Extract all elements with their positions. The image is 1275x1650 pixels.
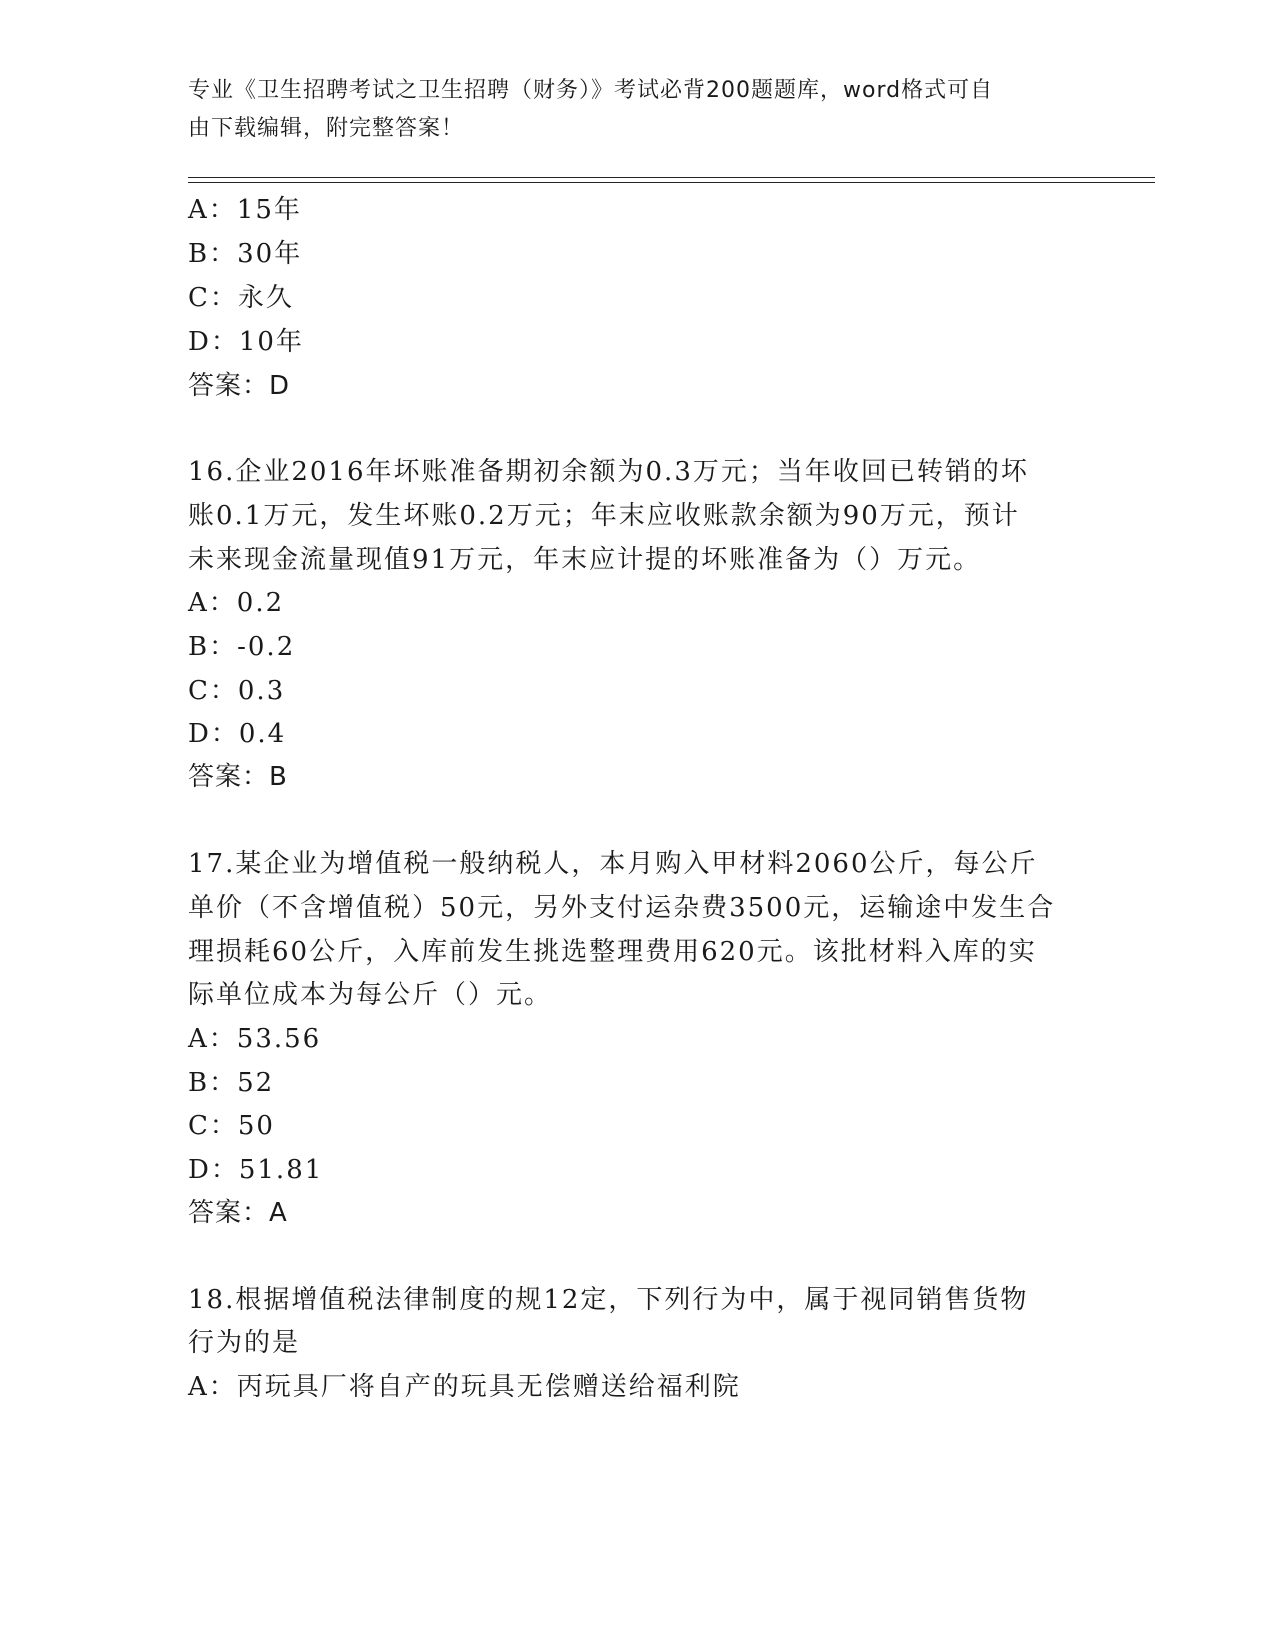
header-line-2: 由下载编辑，附完整答案！ (188, 116, 465, 141)
document-header (188, 72, 1068, 148)
q16-option-d: D：0.4 (188, 719, 287, 749)
q15-option-b: B：30年 (188, 239, 303, 269)
q17-stem-line-1: 17.某企业为增值税一般纳税人，本月购入甲材料2060公斤，每公斤 (188, 849, 1038, 879)
q15-option-d: D：10年 (188, 327, 304, 357)
q17-option-b: B：52 (188, 1068, 275, 1098)
header-line-1: 专业《卫生招聘考试之卫生招聘（财务）》考试必背200题题库，word格式可自 (188, 78, 994, 103)
q18-stem-line-1: 18.根据增值税法律制度的规12定，下列行为中，属于视同销售货物 (188, 1285, 1029, 1315)
q15-option-c: C：永久 (188, 283, 294, 313)
q18-stem-line-2: 行为的是 (188, 1328, 301, 1358)
q17-option-a: A：53.56 (188, 1024, 322, 1054)
q15-option-a: A：15年 (188, 195, 302, 225)
q17-option-c: C：50 (188, 1111, 275, 1141)
q16-stem-line-1: 16.企业2016年坏账准备期初余额为0.3万元；当年收回已转销的坏 (188, 457, 1029, 487)
q16-answer: 答案：B (188, 762, 288, 792)
q16-option-c: C：0.3 (188, 676, 286, 706)
header-divider-top (188, 177, 1155, 178)
q16-stem-line-2: 账0.1万元，发生坏账0.2万元；年末应收账款余额为90万元，预计 (188, 501, 1020, 531)
q17-stem-line-4: 际单位成本为每公斤（）元。 (188, 980, 553, 1010)
q18-option-a: A：丙玩具厂将自产的玩具无偿赠送给福利院 (188, 1372, 741, 1402)
q16-stem-line-3: 未来现金流量现值91万元，年末应计提的坏账准备为（）万元。 (188, 545, 982, 575)
header-divider-bottom (188, 182, 1155, 183)
q16-option-a: A：0.2 (188, 588, 285, 618)
q16-option-b: B：-0.2 (188, 632, 296, 662)
q17-option-d: D：51.81 (188, 1155, 324, 1185)
q17-answer: 答案：A (188, 1198, 288, 1228)
q15-answer: 答案：D (188, 371, 291, 401)
q17-stem-line-3: 理损耗60公斤，入库前发生挑选整理费用620元。该批材料入库的实 (188, 937, 1037, 967)
q17-stem-line-2: 单价（不含增值税）50元，另外支付运杂费3500元，运输途中发生合 (188, 893, 1056, 923)
